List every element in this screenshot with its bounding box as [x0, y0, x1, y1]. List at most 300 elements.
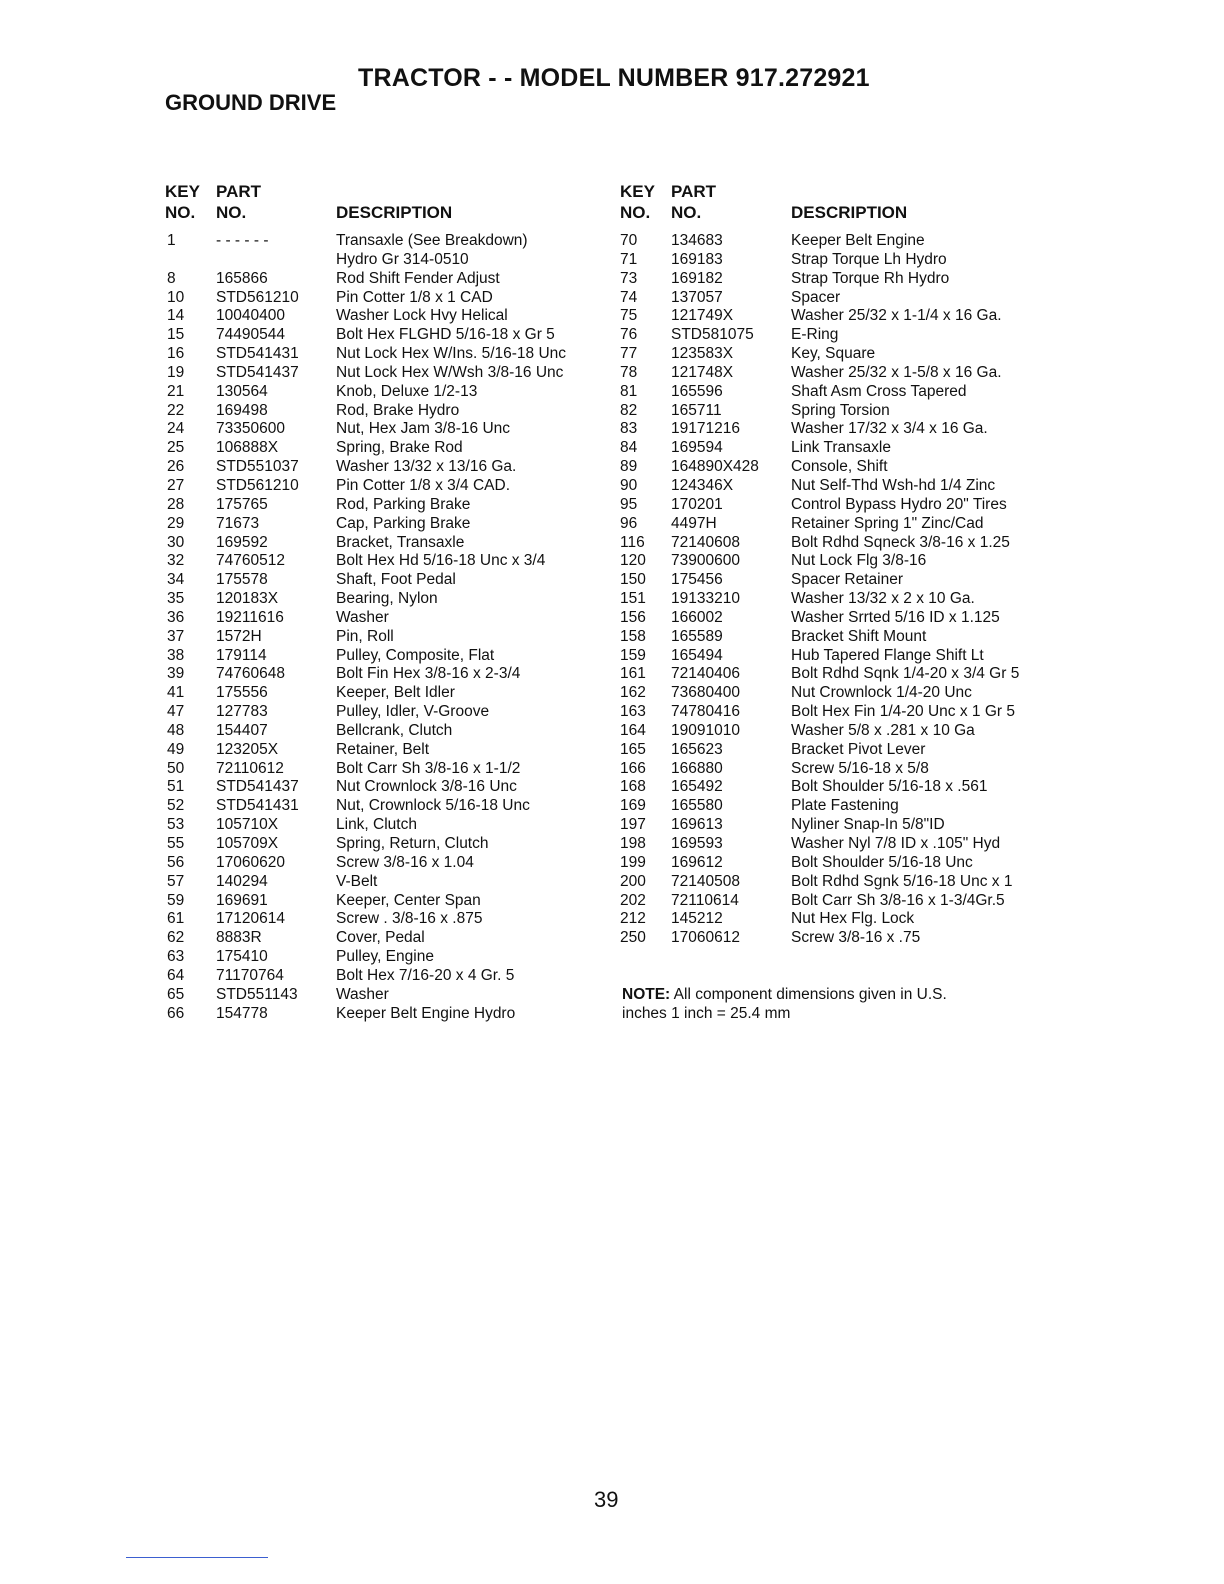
key-no: 212 [620, 910, 646, 928]
table-row [165, 741, 605, 760]
part-no: 169691 [216, 891, 268, 909]
part-no: 73900600 [671, 552, 740, 570]
parts-table-right [620, 182, 1060, 948]
part-no: 72140608 [671, 533, 740, 551]
table-row [620, 929, 1060, 948]
part-no: 175765 [216, 495, 268, 513]
description: Console, Shift [791, 458, 888, 476]
part-no: 106888X [216, 439, 279, 457]
part-no: 1572H [216, 627, 262, 645]
part-no: 165596 [671, 382, 723, 400]
description: Control Bypass Hydro 20" Tires [791, 495, 1007, 513]
table-row [620, 665, 1060, 684]
table-row [620, 345, 1060, 364]
description: Spring, Brake Rod [336, 439, 463, 457]
description: Nyliner Snap-In 5/8"ID [791, 816, 945, 834]
key-no: 202 [620, 891, 646, 909]
key-no: 49 [167, 740, 185, 758]
part-no: STD551143 [216, 985, 298, 1003]
key-no: 8 [167, 269, 176, 287]
key-no: 120 [620, 552, 646, 570]
table-row [620, 458, 1060, 477]
description: Bolt Hex 7/16-20 x 4 Gr. 5 [336, 966, 515, 984]
part-no: 17120614 [216, 910, 285, 928]
table-row [165, 892, 605, 911]
description: Nut Lock Hex W/Ins. 5/16-18 Unc [336, 345, 567, 363]
key-no: 28 [167, 495, 185, 513]
table-row [165, 628, 605, 647]
key-no: 64 [167, 966, 185, 984]
description: Key, Square [791, 345, 876, 363]
description: Retainer Spring 1" Zinc/Cad [791, 514, 984, 532]
part-no: STD551037 [216, 458, 299, 476]
key-no: 41 [167, 684, 185, 702]
description: Nut Lock Hex W/Wsh 3/8-16 Unc [336, 363, 564, 381]
table-header [620, 182, 1060, 232]
table-row [165, 665, 605, 684]
part-no: 10040400 [216, 307, 285, 325]
header-key-no: NO. [165, 203, 196, 222]
table-row [165, 307, 605, 326]
part-no: 165711 [671, 401, 722, 419]
description: Bearing, Nylon [336, 590, 438, 608]
part-no: 72110614 [671, 891, 739, 909]
part-no: 8883R [216, 929, 262, 947]
key-no: 22 [167, 401, 185, 419]
key-no: 19 [167, 363, 185, 381]
description: E-Ring [791, 326, 839, 344]
description: Washer [336, 608, 389, 626]
description: Nut Crownlock 3/8-16 Unc [336, 778, 517, 796]
key-no: 47 [167, 703, 185, 721]
key-no: 163 [620, 703, 646, 721]
table-row [620, 571, 1060, 590]
description: Washer 13/32 x 13/16 Ga. [336, 458, 517, 476]
description: Washer [336, 985, 389, 1003]
key-no: 84 [620, 439, 638, 457]
table-row [620, 797, 1060, 816]
part-no: 154407 [216, 721, 268, 739]
part-no: 72140406 [671, 665, 740, 683]
key-no: 52 [167, 797, 185, 815]
table-row [165, 289, 605, 308]
table-row [165, 967, 605, 986]
part-no: 71170764 [216, 966, 284, 984]
table-row [165, 552, 605, 571]
table-row [620, 326, 1060, 345]
header-description: DESCRIPTION [336, 203, 453, 222]
table-row [620, 892, 1060, 911]
key-no: 156 [620, 608, 646, 626]
part-no: 169498 [216, 401, 268, 419]
key-no: 65 [167, 985, 185, 1003]
part-no: 74490544 [216, 326, 285, 344]
key-no: 164 [620, 721, 646, 739]
table-row [620, 251, 1060, 270]
description: Link, Clutch [336, 816, 417, 834]
description: Washer 5/8 x .281 x 10 Ga [791, 721, 975, 739]
table-row [620, 402, 1060, 421]
description: Transaxle (See Breakdown) [336, 232, 528, 249]
description: Washer 17/32 x 3/4 x 16 Ga. [791, 420, 988, 438]
description: Bolt Hex Fin 1/4-20 Unc x 1 Gr 5 [791, 703, 1015, 721]
table-row [620, 760, 1060, 779]
part-no: 175578 [216, 571, 268, 589]
header-description: DESCRIPTION [791, 203, 908, 222]
part-no: 127783 [216, 703, 268, 721]
table-row [165, 835, 605, 854]
table-row [165, 986, 605, 1005]
table-row [165, 496, 605, 515]
table-row [620, 439, 1060, 458]
part-no: 19133210 [671, 590, 740, 608]
description: Washer 25/32 x 1-5/8 x 16 Ga. [791, 363, 1002, 381]
description: Spring Torsion [791, 401, 890, 419]
key-no: 59 [167, 891, 185, 909]
note-label: NOTE: [622, 986, 671, 1003]
part-no: 165494 [671, 646, 723, 664]
table-row [620, 552, 1060, 571]
part-no: 120183X [216, 590, 279, 608]
part-no: 134683 [671, 232, 723, 249]
description: Screw 3/8-16 x 1.04 [336, 853, 474, 871]
parts-rows-left [165, 232, 605, 1023]
table-row [620, 609, 1060, 628]
description: Washer Nyl 7/8 ID x .105" Hyd [791, 835, 1001, 852]
table-row [620, 910, 1060, 929]
part-no: 166002 [671, 608, 723, 626]
part-no: 140294 [216, 872, 268, 890]
table-row [620, 477, 1060, 496]
key-no: 32 [167, 552, 185, 570]
table-row [165, 854, 605, 873]
key-no: 159 [620, 646, 646, 664]
key-no: 198 [620, 835, 646, 852]
key-no: 29 [167, 514, 185, 532]
description: Pin Cotter 1/8 x 1 CAD [336, 288, 493, 306]
key-no: 158 [620, 627, 646, 645]
description: Washer 25/32 x 1-1/4 x 16 Ga. [791, 307, 1002, 325]
description: Rod, Brake Hydro [336, 401, 460, 419]
key-no: 82 [620, 401, 638, 419]
key-no: 61 [167, 910, 185, 928]
description: Nut Lock Flg 3/8-16 [791, 552, 927, 570]
description: Screw 5/16-18 x 5/8 [791, 759, 929, 777]
part-no: 121748X [671, 363, 734, 381]
description: Washer 13/32 x 2 x 10 Ga. [791, 590, 975, 608]
key-no: 90 [620, 476, 638, 494]
part-no: 72110612 [216, 759, 284, 777]
key-no: 199 [620, 853, 646, 871]
description: Plate Fastening [791, 797, 899, 815]
header-part-no: NO. [671, 203, 702, 222]
table-row [165, 326, 605, 345]
table-row [620, 289, 1060, 308]
table-row [165, 439, 605, 458]
footer-rule [126, 1557, 268, 1558]
part-no: 165866 [216, 269, 268, 287]
table-row [165, 778, 605, 797]
note [622, 985, 1042, 1023]
part-no: 73350600 [216, 420, 285, 438]
key-no: 63 [167, 948, 185, 966]
description: Nut Self-Thd Wsh-hd 1/4 Zinc [791, 476, 996, 494]
description: Bolt Rdhd Sqnk 1/4-20 x 3/4 Gr 5 [791, 665, 1020, 683]
key-no: 30 [167, 533, 185, 551]
part-no: 123583X [671, 345, 734, 363]
part-no: 169613 [671, 816, 723, 834]
key-no: 75 [620, 307, 638, 325]
header-key: KEY [165, 182, 200, 201]
key-no: 36 [167, 608, 185, 626]
table-row [165, 420, 605, 439]
section-title: GROUND DRIVE [165, 90, 337, 115]
note-text-line2: inches 1 inch = 25.4 mm [622, 1005, 791, 1022]
description: Washer Lock Hvy Helical [336, 307, 508, 325]
part-no: 121749X [671, 307, 734, 325]
key-no: 27 [167, 476, 185, 494]
key-no: 25 [167, 439, 185, 457]
description: Bolt Shoulder 5/16-18 Unc [791, 853, 973, 871]
table-row [165, 383, 605, 402]
part-no: STD541437 [216, 778, 299, 796]
description: Knob, Deluxe 1/2-13 [336, 382, 478, 400]
description: Nut, Hex Jam 3/8-16 Unc [336, 420, 511, 438]
page-number: 39 [594, 1487, 619, 1512]
table-row [165, 232, 605, 251]
part-no: STD581075 [671, 326, 754, 344]
key-no: 21 [167, 382, 185, 400]
table-row [165, 270, 605, 289]
key-no: 116 [620, 533, 645, 551]
key-no: 71 [620, 250, 638, 268]
key-no: 1 [167, 232, 176, 249]
key-no: 34 [167, 571, 185, 589]
part-no: STD541431 [216, 797, 299, 815]
part-no: 71673 [216, 514, 260, 532]
description: Nut Hex Flg. Lock [791, 910, 915, 928]
table-row [165, 571, 605, 590]
part-no: 124346X [671, 476, 734, 494]
part-no: 4497H [671, 514, 717, 532]
key-no: 169 [620, 797, 646, 815]
part-no: 175410 [216, 948, 268, 966]
table-row [165, 609, 605, 628]
key-no: 55 [167, 835, 185, 852]
description: V-Belt [336, 872, 378, 890]
key-no: 26 [167, 458, 185, 476]
description: Pin, Roll [336, 627, 394, 645]
description: Keeper, Center Span [336, 891, 481, 909]
description: Bolt Fin Hex 3/8-16 x 2-3/4 [336, 665, 521, 683]
description: Rod Shift Fender Adjust [336, 269, 500, 287]
key-no: 62 [167, 929, 185, 947]
description: Bolt Carr Sh 3/8-16 x 1-1/2 [336, 759, 521, 777]
key-no: 24 [167, 420, 185, 438]
table-row [620, 684, 1060, 703]
table-row [165, 515, 605, 534]
table-row [620, 647, 1060, 666]
description: Hydro Gr 314-0510 [336, 250, 469, 268]
description: Pulley, Engine [336, 948, 434, 966]
part-no: 165623 [671, 740, 723, 758]
part-no: 169594 [671, 439, 723, 457]
table-header [165, 182, 605, 232]
description: Bracket Shift Mount [791, 627, 927, 645]
part-no: 74760648 [216, 665, 285, 683]
description: Shaft, Foot Pedal [336, 571, 456, 589]
parts-rows-right [620, 232, 1060, 948]
part-no: 169612 [671, 853, 723, 871]
key-no: 56 [167, 853, 185, 871]
part-no: STD561210 [216, 476, 299, 494]
key-no: 53 [167, 816, 185, 834]
description: Pulley, Idler, V-Groove [336, 703, 490, 721]
description: Hub Tapered Flange Shift Lt [791, 646, 984, 664]
key-no: 250 [620, 929, 646, 947]
table-row [165, 873, 605, 892]
table-row [165, 251, 605, 270]
part-no: 165492 [671, 778, 723, 796]
table-row [620, 703, 1060, 722]
part-no: 74780416 [671, 703, 740, 721]
description: Bolt Hex FLGHD 5/16-18 x Gr 5 [336, 326, 555, 344]
description: Screw 3/8-16 x .75 [791, 929, 921, 947]
description: Spacer Retainer [791, 571, 904, 589]
table-row [620, 232, 1060, 251]
key-no: 76 [620, 326, 638, 344]
part-no: STD541431 [216, 345, 299, 363]
key-no: 150 [620, 571, 646, 589]
description: Bolt Shoulder 5/16-18 x .561 [791, 778, 988, 796]
key-no: 14 [167, 307, 185, 325]
table-row [165, 722, 605, 741]
part-no: STD541437 [216, 363, 299, 381]
table-row [620, 778, 1060, 797]
key-no: 165 [620, 740, 646, 758]
part-no: 19091010 [671, 721, 740, 739]
key-no: 73 [620, 269, 638, 287]
table-row [165, 345, 605, 364]
description: Link Transaxle [791, 439, 891, 457]
table-row [620, 590, 1060, 609]
key-no: 151 [620, 590, 646, 608]
description: Washer Srrted 5/16 ID x 1.125 [791, 608, 1000, 626]
key-no: 57 [167, 872, 185, 890]
part-no: 165589 [671, 627, 723, 645]
table-row [165, 1005, 605, 1024]
key-no: 15 [167, 326, 185, 344]
table-row [165, 760, 605, 779]
table-row [620, 515, 1060, 534]
description: Bolt Rdhd Sqneck 3/8-16 x 1.25 [791, 533, 1010, 551]
key-no: 66 [167, 1004, 185, 1022]
key-no: 96 [620, 514, 638, 532]
part-no: 169183 [671, 250, 723, 268]
description: Pin Cotter 1/8 x 3/4 CAD. [336, 476, 511, 494]
description: Bracket, Transaxle [336, 533, 465, 551]
part-no: 166880 [671, 759, 723, 777]
part-no: 72140508 [671, 872, 740, 890]
part-no: 154778 [216, 1004, 268, 1022]
description: Spacer [791, 288, 841, 306]
key-no: 83 [620, 420, 638, 438]
description: Nut, Crownlock 5/16-18 Unc [336, 797, 530, 815]
header-part: PART [671, 182, 717, 201]
table-row [165, 797, 605, 816]
note-text-line1: All component dimensions given in U.S. [673, 986, 947, 1003]
table-row [165, 402, 605, 421]
part-no: 74760512 [216, 552, 285, 570]
part-no: 17060620 [216, 853, 285, 871]
table-row [165, 910, 605, 929]
table-row [165, 684, 605, 703]
key-no: 166 [620, 759, 646, 777]
table-row [620, 496, 1060, 515]
table-row [620, 420, 1060, 439]
part-no: 175556 [216, 684, 268, 702]
table-row [620, 628, 1060, 647]
description: Keeper, Belt Idler [336, 684, 455, 702]
part-no: 123205X [216, 740, 279, 758]
part-no: 105710X [216, 816, 279, 834]
table-row [165, 816, 605, 835]
part-no: 130564 [216, 382, 268, 400]
part-no: 164890X428 [671, 458, 759, 476]
key-no: 81 [620, 382, 638, 400]
key-no: 39 [167, 665, 185, 683]
part-no: 137057 [671, 288, 723, 306]
description: Cover, Pedal [336, 929, 425, 947]
description: Bracket Pivot Lever [791, 740, 926, 758]
description: Rod, Parking Brake [336, 495, 471, 513]
key-no: 51 [167, 778, 185, 796]
key-no: 168 [620, 778, 646, 796]
header-part: PART [216, 182, 262, 201]
description: Strap Torque Lh Hydro [791, 250, 947, 268]
description: Strap Torque Rh Hydro [791, 269, 950, 287]
page-title: TRACTOR - - MODEL NUMBER 917.272921 [358, 64, 870, 92]
part-no: 19211616 [216, 608, 284, 626]
part-no: 165580 [671, 797, 723, 815]
description: Keeper Belt Engine [791, 232, 925, 249]
description: Shaft Asm Cross Tapered [791, 382, 967, 400]
description: Bolt Hex Hd 5/16-18 Unc x 3/4 [336, 552, 546, 570]
part-no: 169182 [671, 269, 723, 287]
table-row [620, 307, 1060, 326]
table-row [165, 534, 605, 553]
key-no: 77 [620, 345, 638, 363]
part-no: 17060612 [671, 929, 740, 947]
header-key: KEY [620, 182, 655, 201]
table-row [165, 477, 605, 496]
table-row [620, 873, 1060, 892]
key-no: 38 [167, 646, 185, 664]
table-row [165, 590, 605, 609]
description: Bolt Rdhd Sgnk 5/16-18 Unc x 1 [791, 872, 1013, 890]
part-no: 175456 [671, 571, 723, 589]
part-no: STD561210 [216, 288, 299, 306]
key-no: 74 [620, 288, 638, 306]
table-row [165, 364, 605, 383]
table-row [165, 647, 605, 666]
part-no: 169593 [671, 835, 723, 852]
table-row [620, 816, 1060, 835]
key-no: 78 [620, 363, 638, 381]
description: Cap, Parking Brake [336, 514, 471, 532]
description: Screw . 3/8-16 x .875 [336, 910, 483, 928]
description: Nut Crownlock 1/4-20 Unc [791, 684, 972, 702]
